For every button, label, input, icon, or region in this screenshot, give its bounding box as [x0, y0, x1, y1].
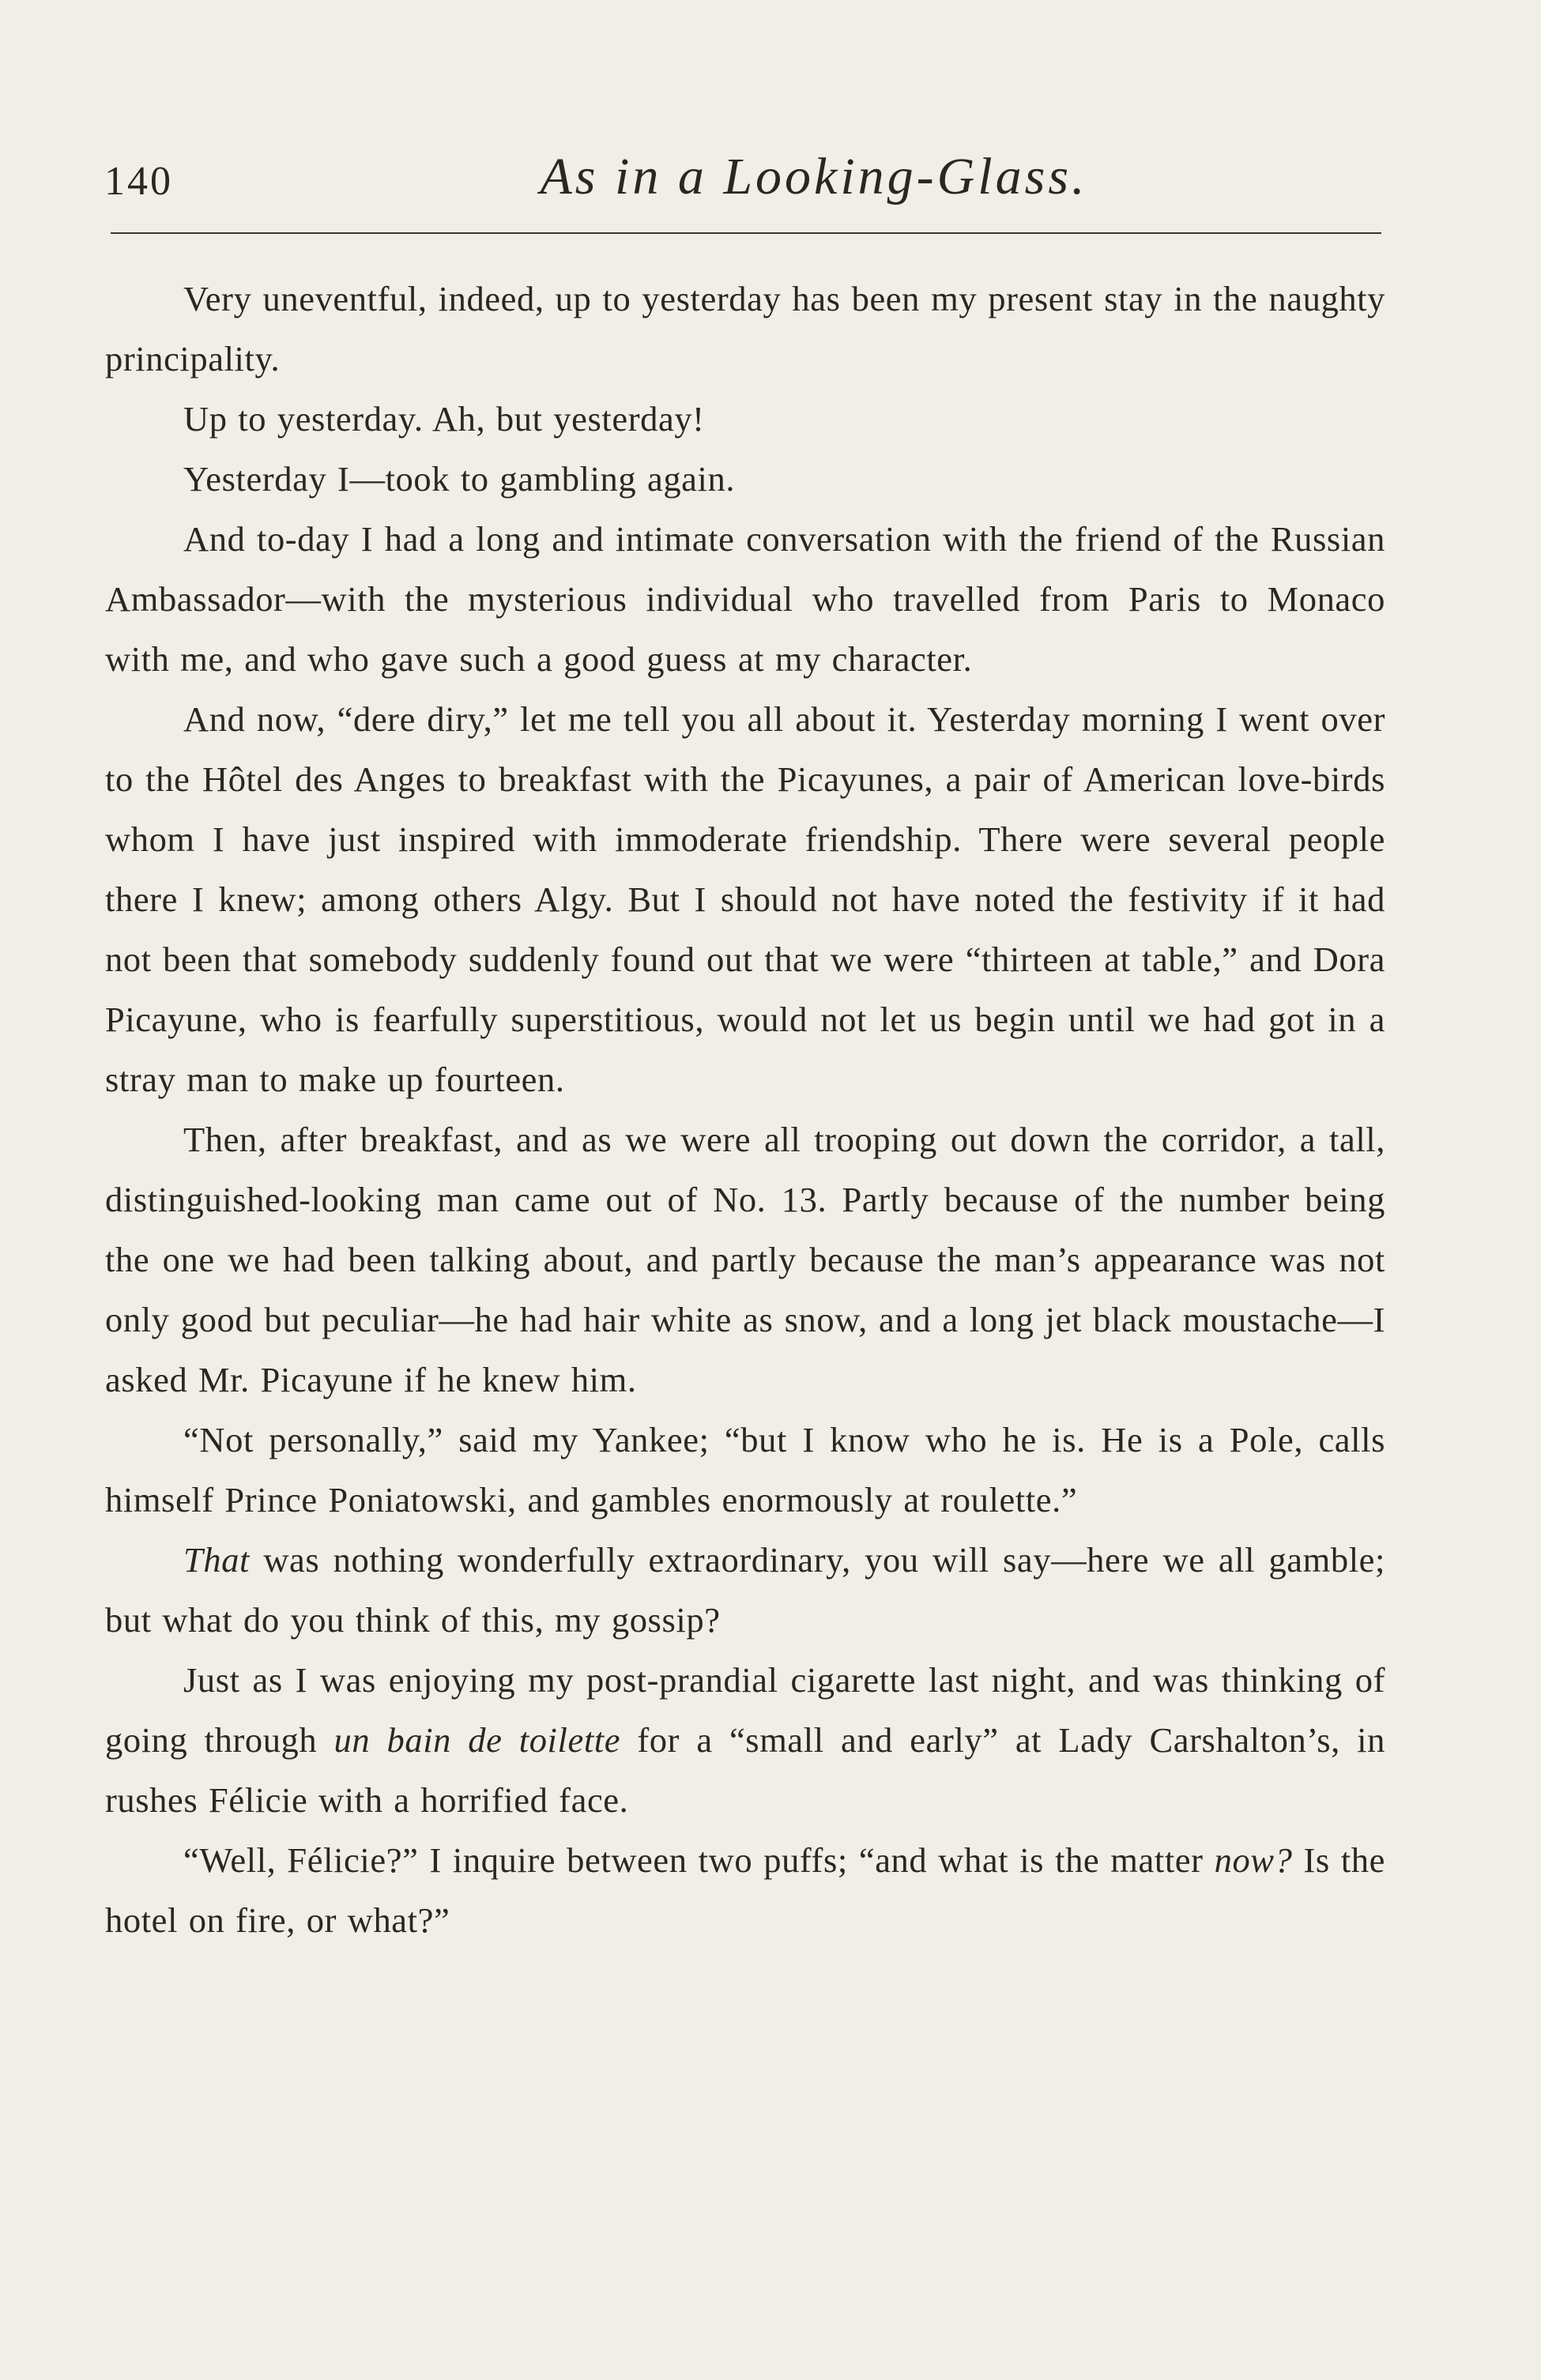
paragraph: Up to yesterday. Ah, but yesterday! [183, 399, 705, 439]
italic-emphasis: now? [1214, 1840, 1293, 1880]
paragraph: And now, “dere diry,” let me tell you all about it. Yesterday morning I went over to the Hôtel des Anges to breakfast with the Picayunes, a pair of American love-birds whom I have just inspired with immoderate friendship. There were several people there I knew; among others Algy. But I should not have noted the festivity if it had not been that somebody suddenly found out that we were “thirteen at table,” and Dora Picayune, who is fearfully superstitious, would not let us begin until we had got in a stray man to make up fourteen. [105, 699, 1385, 1099]
page-header [103, 139, 1383, 226]
paragraph [105, 1530, 1385, 1650]
paragraph: “Not personally,” said my Yankee; “but I know who he is. He is a Pole, calls himself Prince Poniatowski, and gambles enormously at roulette.” [105, 1420, 1385, 1520]
paragraph [105, 1650, 1385, 1830]
paragraph-text: for a “small and early” at Lady Carshalton’s, in rushes Félicie with a horrified face. [105, 1720, 1385, 1820]
body-text [105, 269, 1385, 1950]
header-rule [111, 232, 1381, 234]
paragraph [105, 1830, 1385, 1950]
italic-emphasis: un bain de toilette [333, 1720, 621, 1760]
paragraph-text: was nothing wonderfully extraordinary, you will say—here we all gamble; but what do you think of this, my gossip? [105, 1540, 1385, 1640]
running-title: As in a Looking-Glass. [540, 148, 1088, 205]
italic-emphasis: That [183, 1540, 251, 1580]
paragraph: Very uneventful, indeed, up to yesterday has been my present stay in the naughty principality. [105, 279, 1385, 378]
page-number: 140 [104, 159, 173, 204]
paragraph: Yesterday I—took to gambling again. [183, 459, 736, 499]
paragraph-text: “Well, Félicie?” I inquire between two puffs; “and what is the matter [183, 1840, 1215, 1880]
paragraph: Then, after breakfast, and as we were all trooping out down the corridor, a tall, distinguished-looking man came out of No. 13. Partly because of the number being the one we had been talking about, and partly because the man’s appearance was not only good but peculiar—he had hair white as snow, and a long jet black moustache—I asked Mr. Picayune if he knew him. [105, 1120, 1385, 1399]
paragraph-text: Is the hotel on fire, or what?” [105, 1840, 1386, 1940]
paragraph: And to-day I had a long and intimate conversation with the friend of the Russian Ambassador—with the mysterious individual who travelled from Paris to Monaco with me, and who gave such a good guess at my character. [105, 519, 1385, 679]
paragraph-text: Just as I was enjoying my post-prandial cigarette last night, and was thinking of going through [105, 1660, 1385, 1760]
